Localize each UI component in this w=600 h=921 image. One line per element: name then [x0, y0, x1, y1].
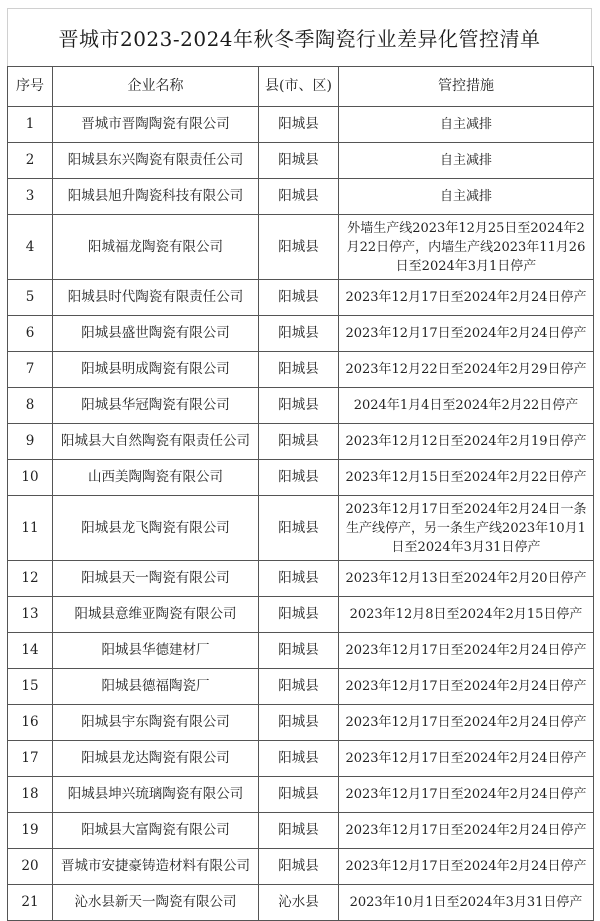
- row-control-measure: 2023年12月17日至2024年2月24日停产: [339, 669, 594, 705]
- row-control-measure: 2023年12月12日至2024年2月19日停产: [339, 424, 594, 460]
- row-control-measure: 2023年12月13日至2024年2月20日停产: [339, 561, 594, 597]
- row-county: 阳城县: [259, 388, 339, 424]
- document-title: 晋城市2023-2024年秋冬季陶瓷行业差异化管控清单: [7, 8, 592, 66]
- row-county: 阳城县: [259, 143, 339, 179]
- row-serial-no: 19: [8, 813, 53, 849]
- row-county: 阳城县: [259, 215, 339, 280]
- header-serial-no: 序号: [8, 67, 53, 107]
- row-control-measure: 2023年12月17日至2024年2月24日停产: [339, 741, 594, 777]
- table-row: [8, 597, 594, 633]
- row-company-name: 阳城县大自然陶瓷有限责任公司: [53, 424, 259, 460]
- row-control-measure: 外墙生产线2023年12月25日至2024年2月22日停产，内墙生产线2023年11月26日至2024年3月1日停产: [339, 215, 594, 280]
- table-row: [8, 741, 594, 777]
- row-company-name: 阳城县龙达陶瓷有限公司: [53, 741, 259, 777]
- table-row: [8, 561, 594, 597]
- row-serial-no: 21: [8, 885, 53, 921]
- row-company-name: 阳城县东兴陶瓷有限责任公司: [53, 143, 259, 179]
- row-serial-no: 4: [8, 215, 53, 280]
- document-page: [7, 8, 592, 921]
- table-row: [8, 460, 594, 496]
- row-serial-no: 15: [8, 669, 53, 705]
- row-control-measure: 自主减排: [339, 179, 594, 215]
- table-row: [8, 280, 594, 316]
- row-serial-no: 2: [8, 143, 53, 179]
- row-control-measure: 自主减排: [339, 107, 594, 143]
- row-serial-no: 12: [8, 561, 53, 597]
- row-county: 阳城县: [259, 813, 339, 849]
- row-company-name: 山西美陶陶瓷有限公司: [53, 460, 259, 496]
- row-serial-no: 5: [8, 280, 53, 316]
- row-control-measure: 2023年12月17日至2024年2月24日停产: [339, 316, 594, 352]
- row-company-name: 阳城县德福陶瓷厂: [53, 669, 259, 705]
- row-company-name: 晋城市晋陶陶瓷有限公司: [53, 107, 259, 143]
- row-serial-no: 1: [8, 107, 53, 143]
- row-control-measure: 2023年12月15日至2024年2月22日停产: [339, 460, 594, 496]
- table-row: [8, 849, 594, 885]
- row-serial-no: 17: [8, 741, 53, 777]
- table-row: [8, 424, 594, 460]
- row-company-name: 阳城县明成陶瓷有限公司: [53, 352, 259, 388]
- row-control-measure: 2023年10月1日至2024年3月31日停产: [339, 885, 594, 921]
- row-control-measure: 2023年12月17日至2024年2月24日停产: [339, 777, 594, 813]
- table-row: [8, 143, 594, 179]
- row-serial-no: 10: [8, 460, 53, 496]
- row-company-name: 阳城县天一陶瓷有限公司: [53, 561, 259, 597]
- table-row: [8, 496, 594, 561]
- row-company-name: 阳城县大富陶瓷有限公司: [53, 813, 259, 849]
- row-county: 阳城县: [259, 352, 339, 388]
- row-control-measure: 2023年12月22日至2024年2月29日停产: [339, 352, 594, 388]
- row-serial-no: 6: [8, 316, 53, 352]
- row-company-name: 阳城县宇东陶瓷有限公司: [53, 705, 259, 741]
- row-company-name: 阳城福龙陶瓷有限公司: [53, 215, 259, 280]
- row-serial-no: 7: [8, 352, 53, 388]
- row-control-measure: 2023年12月17日至2024年2月24日停产: [339, 280, 594, 316]
- row-county: 阳城县: [259, 849, 339, 885]
- table-row: [8, 633, 594, 669]
- row-serial-no: 8: [8, 388, 53, 424]
- header-control-measure: 管控措施: [339, 67, 594, 107]
- row-county: 阳城县: [259, 669, 339, 705]
- row-control-measure: 自主减排: [339, 143, 594, 179]
- row-county: 阳城县: [259, 741, 339, 777]
- row-county: 阳城县: [259, 633, 339, 669]
- row-county: 阳城县: [259, 280, 339, 316]
- row-control-measure: 2024年1月4日至2024年2月22日停产: [339, 388, 594, 424]
- row-serial-no: 16: [8, 705, 53, 741]
- table-row: [8, 669, 594, 705]
- table-row: [8, 388, 594, 424]
- table-header-row: [8, 67, 594, 107]
- row-county: 阳城县: [259, 777, 339, 813]
- table-body: [8, 107, 594, 921]
- row-control-measure: 2023年12月17日至2024年2月24日一条生产线停产，另一条生产线2023年10月1日至2024年3月31日停产: [339, 496, 594, 561]
- row-county: 阳城县: [259, 705, 339, 741]
- row-county: 阳城县: [259, 424, 339, 460]
- row-company-name: 阳城县意维亚陶瓷有限公司: [53, 597, 259, 633]
- row-county: 阳城县: [259, 597, 339, 633]
- row-serial-no: 13: [8, 597, 53, 633]
- row-company-name: 阳城县时代陶瓷有限责任公司: [53, 280, 259, 316]
- row-company-name: 阳城县旭升陶瓷科技有限公司: [53, 179, 259, 215]
- row-serial-no: 14: [8, 633, 53, 669]
- row-serial-no: 9: [8, 424, 53, 460]
- table-row: [8, 705, 594, 741]
- control-list-table: [7, 66, 594, 921]
- row-company-name: 沁水县新天一陶瓷有限公司: [53, 885, 259, 921]
- row-control-measure: 2023年12月8日至2024年2月15日停产: [339, 597, 594, 633]
- table-row: [8, 316, 594, 352]
- table-row: [8, 813, 594, 849]
- row-control-measure: 2023年12月17日至2024年2月24日停产: [339, 633, 594, 669]
- row-serial-no: 11: [8, 496, 53, 561]
- table-row: [8, 352, 594, 388]
- row-company-name: 阳城县华冠陶瓷有限公司: [53, 388, 259, 424]
- row-company-name: 阳城县华德建材厂: [53, 633, 259, 669]
- header-company-name: 企业名称: [53, 67, 259, 107]
- table-row: [8, 179, 594, 215]
- row-county: 阳城县: [259, 561, 339, 597]
- table-row: [8, 215, 594, 280]
- row-company-name: 晋城市安捷豪铸造材料有限公司: [53, 849, 259, 885]
- row-county: 阳城县: [259, 179, 339, 215]
- table-row: [8, 885, 594, 921]
- row-county: 阳城县: [259, 107, 339, 143]
- row-county: 阳城县: [259, 496, 339, 561]
- row-serial-no: 18: [8, 777, 53, 813]
- header-county: 县(市、区): [259, 67, 339, 107]
- row-company-name: 阳城县龙飞陶瓷有限公司: [53, 496, 259, 561]
- row-control-measure: 2023年12月17日至2024年2月24日停产: [339, 705, 594, 741]
- row-serial-no: 3: [8, 179, 53, 215]
- row-company-name: 阳城县盛世陶瓷有限公司: [53, 316, 259, 352]
- row-company-name: 阳城县坤兴琉璃陶瓷有限公司: [53, 777, 259, 813]
- table-row: [8, 107, 594, 143]
- table-row: [8, 777, 594, 813]
- row-control-measure: 2023年12月17日至2024年2月24日停产: [339, 849, 594, 885]
- row-serial-no: 20: [8, 849, 53, 885]
- row-county: 沁水县: [259, 885, 339, 921]
- row-control-measure: 2023年12月17日至2024年2月24日停产: [339, 813, 594, 849]
- row-county: 阳城县: [259, 460, 339, 496]
- row-county: 阳城县: [259, 316, 339, 352]
